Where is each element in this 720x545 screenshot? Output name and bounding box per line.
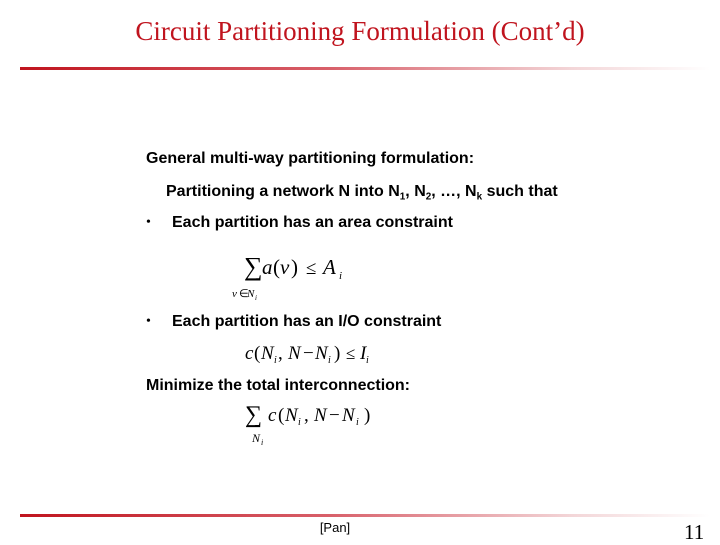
bullet-text-io: Each partition has an I/O constraint [172, 313, 442, 330]
svg-text:v: v [232, 288, 237, 300]
svg-text:A: A [323, 255, 336, 279]
svg-text:i: i [328, 355, 331, 366]
svg-text:∑: ∑ [244, 252, 263, 281]
svg-text:N: N [315, 343, 328, 364]
intro-sub-k: k [476, 191, 483, 203]
area-constraint-formula [222, 245, 372, 305]
svg-text:(: ( [273, 255, 280, 279]
svg-text:i: i [261, 438, 264, 447]
svg-text:(: ( [278, 405, 285, 426]
intro-sub-2: 2 [425, 191, 432, 203]
bullet-marker-1: • [146, 215, 151, 230]
svg-text:≤: ≤ [346, 344, 356, 363]
svg-text:N: N [261, 343, 274, 364]
svg-text:i: i [255, 294, 257, 302]
svg-text:(: ( [254, 343, 261, 364]
svg-text:N: N [247, 288, 255, 300]
svg-text:): ) [334, 343, 341, 364]
svg-text:i: i [274, 355, 277, 366]
svg-text:i: i [366, 355, 369, 366]
svg-text:c: c [268, 405, 277, 426]
svg-text:∑: ∑ [245, 402, 263, 428]
slide-title: Circuit Partitioning Formulation (Cont’d) [135, 16, 585, 46]
page-number: 11 [684, 520, 705, 544]
svg-text:,: , [278, 343, 283, 364]
svg-text:): ) [364, 405, 371, 426]
svg-text:i: i [298, 417, 301, 428]
svg-text:N: N [252, 431, 261, 445]
svg-text:N: N [314, 405, 327, 426]
title-divider [20, 67, 710, 70]
intro-sep-2: , …, N [431, 183, 477, 200]
svg-text:N: N [285, 405, 298, 426]
heading: General multi-way partitioning formulation: [146, 150, 475, 167]
svg-text:−: − [303, 343, 314, 364]
svg-text:i: i [356, 417, 359, 428]
io-constraint-formula [240, 338, 390, 368]
intro-sep-1: , N [405, 183, 426, 200]
svg-text:c: c [245, 343, 254, 364]
svg-text:i: i [339, 270, 343, 282]
citation: [Pan] [319, 520, 351, 535]
bullet-marker-2: • [146, 314, 151, 329]
minimize-heading: Minimize the total interconnection: [146, 377, 411, 394]
bullet-text-area: Each partition has an area constraint [172, 214, 453, 231]
svg-text:v: v [280, 255, 290, 279]
intro-sub-1: 1 [399, 191, 406, 203]
svg-text:−: − [329, 405, 340, 426]
svg-text:N: N [288, 343, 301, 364]
svg-text:): ) [291, 255, 298, 279]
svg-text:N: N [342, 405, 355, 426]
intro-line [166, 183, 558, 201]
intro-suffix: such that [482, 183, 558, 200]
footer-divider [20, 514, 710, 517]
svg-text:≤: ≤ [306, 258, 317, 279]
objective-formula [240, 398, 400, 450]
intro-prefix: Partitioning a network N into N [166, 183, 400, 200]
svg-text:,: , [304, 405, 309, 426]
svg-text:∈: ∈ [239, 288, 249, 300]
svg-text:a: a [262, 255, 273, 279]
svg-text:I: I [360, 343, 367, 364]
